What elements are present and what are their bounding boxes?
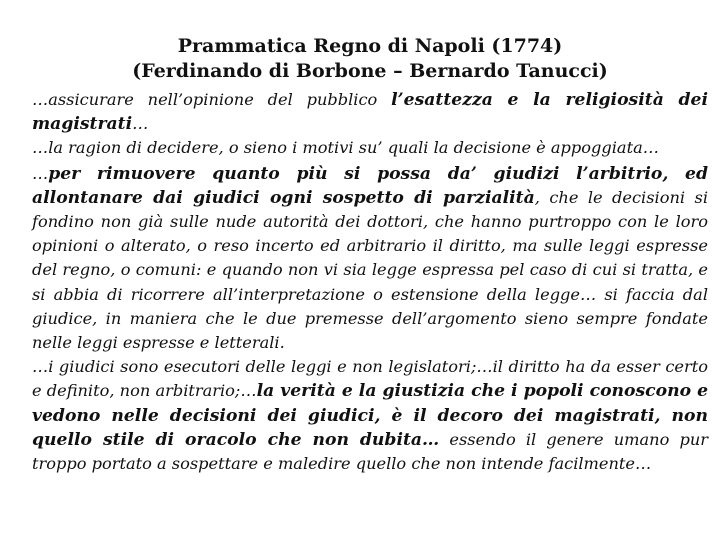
paragraph-3-text-a: … — [32, 163, 49, 183]
paragraph-1-emphasis: l’esattezza e la religiosità dei magistrati — [32, 90, 708, 135]
paragraph-4-text-c: essendo il genere umano pur troppo portato a sospettare e maledire quello che non intende facilmente… — [32, 429, 708, 474]
paragraph-2-text: …la ragion di decidere, o sieno i motivi su’ quali la decisione è appoggiata… — [32, 138, 659, 158]
paragraph-1-text-a: …assicurare nell’opinione del pubblico — [32, 90, 392, 109]
title-line-2: (Ferdinando di Borbone – Bernardo Tanucci) — [132, 60, 608, 82]
paragraph-1 — [32, 88, 708, 136]
document-page — [32, 34, 708, 476]
paragraph-4-emphasis: la verità e la giustizia che i popoli conoscono e vedono nelle decisioni dei giudici, è il decoro dei magistrati, non quello stile di oracolo che non dubita… — [32, 381, 709, 450]
paragraph-3-text-c: , che le decisioni si fondino non già sulle nude autorità dei dottori, che hanno purtroppo con le loro opinioni o alterato, o reso incerto ed arbitrario il diritto, ma sulle leggi espresse del regno, o comuni: e quando non vi sia legge espressa pel caso di cui si tratta, e si abbia di ricorrere all’interpretazione o estensione della legge… si faccia dal giudice, in maniera che le due premesse dell’argomento sieno sempre fondate nelle leggi espresse e letterali. — [32, 187, 708, 353]
document-title — [32, 34, 708, 84]
paragraph-3 — [32, 162, 708, 356]
paragraph-3-emphasis: per rimuovere quanto più si possa da’ giudizi l’arbitrio, ed allontanare dai giudici ogni sospetto di parzialità — [32, 163, 708, 208]
paragraph-2 — [32, 136, 708, 160]
paragraph-4-text-a: …i giudici sono esecutori delle leggi e non legislatori;…il diritto ha da esser certo e definito, non arbitrario;… — [32, 357, 708, 401]
paragraph-4 — [32, 355, 708, 476]
title-line-1: Prammatica Regno di Napoli (1774) — [177, 35, 563, 57]
paragraph-1-text-c: … — [132, 114, 149, 134]
